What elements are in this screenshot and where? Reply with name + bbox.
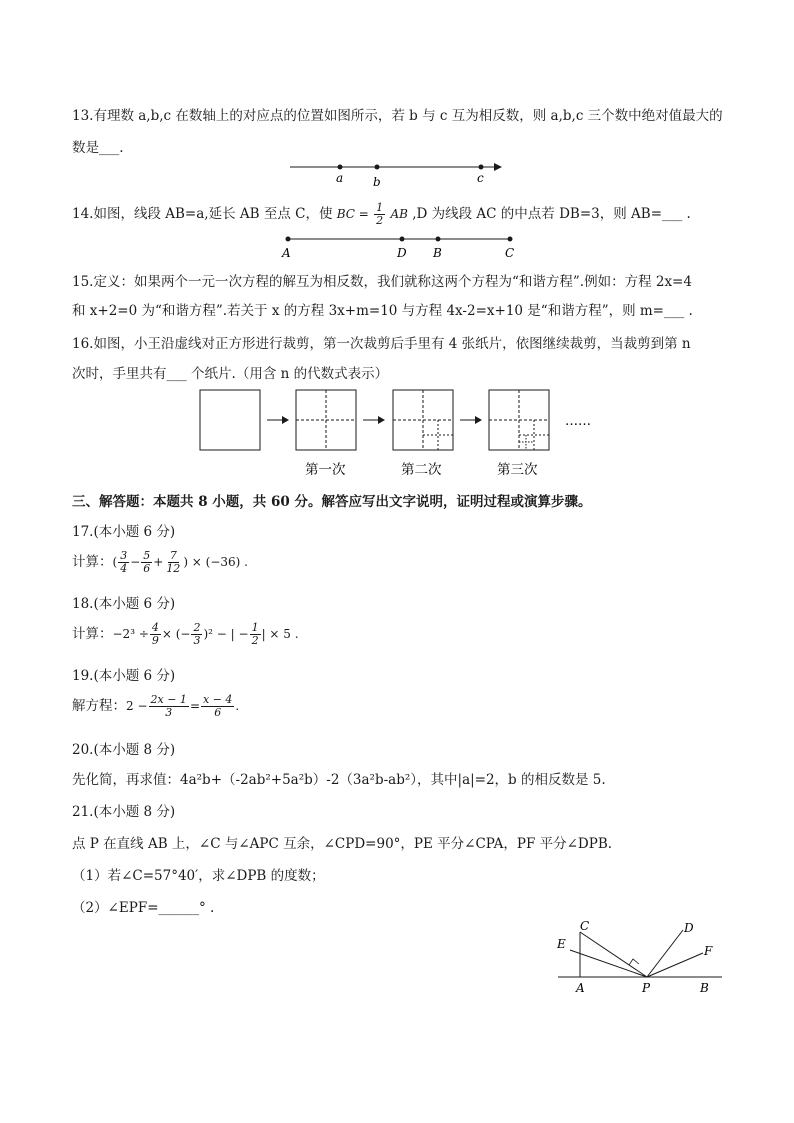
label-B: B xyxy=(433,246,442,260)
q19-formula: 解方程：2 − $\frac{2x - 1}{3}$ = $\frac{x - 4}{6}$ . xyxy=(72,693,240,719)
label-a: a xyxy=(336,171,344,185)
q17-label: 计算： xyxy=(72,554,113,570)
q13-number-line xyxy=(285,155,510,190)
q14-suffix: ,D 为线段 AC 的中点若 DB=3，则 AB=___ . xyxy=(412,206,691,222)
q13-line2: 数是___. xyxy=(72,140,124,156)
q17-header: 17.(本小题 6 分) xyxy=(72,524,176,540)
q14-frac-den: 2 xyxy=(376,214,384,227)
ellipsis: …… xyxy=(565,414,591,429)
label-b: b xyxy=(373,175,381,189)
q21-header: 21.(本小题 8 分) xyxy=(72,804,176,820)
q17-formula: 计算：( $\frac{3}{4}$ − $\frac{5}{6}$ + $\frac{7}{12}$ ) × (−36) . xyxy=(72,549,248,575)
label-A: A xyxy=(282,246,291,260)
q18-frac2: $\frac{2}{3}$ xyxy=(193,621,201,647)
q15-line2: 和 x+2=0 为“和谐方程”.若关于 x 的方程 3x+m=10 与方程 4x-2=x+10 是“和谐方程”，则 m=___ . xyxy=(72,303,693,319)
label-D: D xyxy=(684,921,694,935)
q14-frac-num: 1 xyxy=(376,201,384,214)
q18-label: 计算： xyxy=(72,626,113,642)
point-b xyxy=(375,165,380,170)
q18-header: 18.(本小题 6 分) xyxy=(72,596,176,612)
q20-header: 20.(本小题 8 分) xyxy=(72,742,176,758)
label-C: C xyxy=(505,246,515,260)
q14-formula-lhs: BC = xyxy=(336,207,369,221)
caption-third: 第三次 xyxy=(497,462,538,478)
q18-formula: 计算：−2³ ÷ $\frac{4}{9}$ × (− $\frac{2}{3}$ )² − | − $\frac{1}{2}$ | × 5 . xyxy=(72,621,299,647)
q17-frac2: $\frac{5}{6}$ xyxy=(143,549,151,575)
label-c: c xyxy=(477,171,484,185)
point-c xyxy=(479,165,484,170)
label-C: C xyxy=(580,919,590,933)
label-D: D xyxy=(397,246,407,260)
q21-angle-figure xyxy=(550,918,730,998)
q20-body: 先化简，再求值：4a²b+（-2ab²+5a²b）-2（3a²b-ab²），其中|a|=2，b 的相反数是 5. xyxy=(72,772,606,788)
q21-part1: （1）若∠C=57°40′，求∠DPB 的度数； xyxy=(72,868,325,884)
label-A: A xyxy=(576,981,585,995)
point-a xyxy=(338,165,343,170)
q19-header: 19.(本小题 6 分) xyxy=(72,668,176,684)
label-P: P xyxy=(642,981,651,995)
q16-cutting-figure xyxy=(195,385,615,480)
q16-line1: 16.如图，小王沿虚线对正方形进行裁剪，第一次裁剪后手里有 4 张纸片，依图继续裁剪，当裁剪到第 n xyxy=(72,336,691,352)
q18-frac3: $\frac{1}{2}$ xyxy=(251,621,259,647)
q15-line1: 15.定义：如果两个一元一次方程的解互为相反数，我们就称这两个方程为“和谐方程”.例如：方程 2x=4 xyxy=(72,274,692,290)
label-B: B xyxy=(700,981,709,995)
label-E: E xyxy=(557,937,566,951)
q14-prefix: 14.如图，线段 AB=a,延长 AB 至点 C，使 xyxy=(72,206,333,222)
label-F: F xyxy=(704,944,713,958)
q13-line1: 13.有理数 a,b,c 在数轴上的对应点的位置如图所示，若 b 与 c 互为相反数，则 a,b,c 三个数中绝对值最大的 xyxy=(72,108,723,124)
q14-line xyxy=(72,202,691,227)
q17-frac3: $\frac{7}{12}$ xyxy=(166,549,181,575)
q18-frac1: $\frac{4}{9}$ xyxy=(151,621,159,647)
q14-segment-figure xyxy=(278,230,518,262)
q21-stem: 点 P 在直线 AB 上，∠C 与∠APC 互余，∠CPD=90°，PE 平分∠CPA，PF 平分∠DPB. xyxy=(72,836,613,852)
q19-frac2: $\frac{x - 4}{6}$ xyxy=(203,693,233,719)
q14-fraction xyxy=(374,202,385,227)
q14-formula-rhs: AB xyxy=(390,207,408,221)
square-original xyxy=(200,390,260,450)
section3-title: 三、解答题：本题共 8 小题，共 60 分。解答应写出文字说明，证明过程或演算步骤。 xyxy=(72,494,592,510)
caption-second: 第二次 xyxy=(401,462,442,478)
q21-part2: （2）∠EPF=______° . xyxy=(72,900,215,916)
q19-frac1: $\frac{2x - 1}{3}$ xyxy=(150,693,187,719)
q17-frac1: $\frac{3}{4}$ xyxy=(120,549,128,575)
q19-label: 解方程： xyxy=(72,698,126,714)
caption-first: 第一次 xyxy=(305,462,346,478)
q16-line2: 次时，手里共有___ 个纸片.（用含 n 的代数式表示） xyxy=(72,366,389,382)
